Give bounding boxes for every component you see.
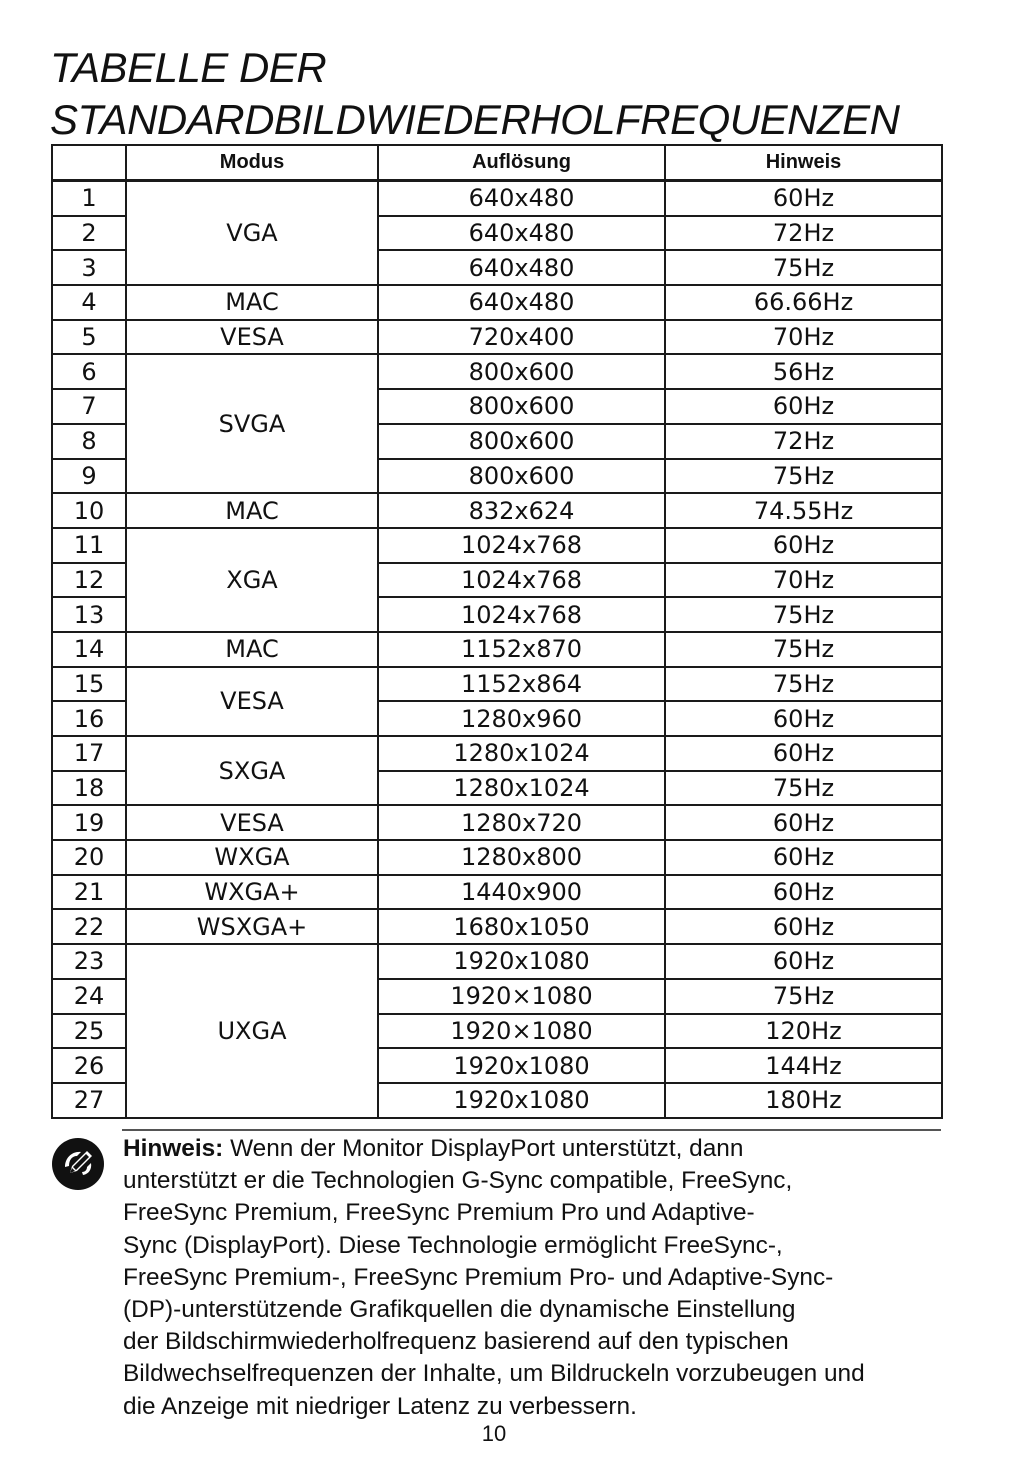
- cell-hint: 75Hz: [665, 632, 942, 667]
- cell-hint: 60Hz: [665, 944, 942, 979]
- cell-resolution: 800x600: [378, 389, 665, 424]
- table-row: [52, 181, 942, 216]
- cell-number: 25: [52, 1014, 126, 1049]
- note-line-9: die Anzeige mit niedriger Latenz zu verbessern.: [123, 1392, 637, 1420]
- note-line-1-text: Wenn der Monitor DisplayPort unterstützt, dann: [223, 1135, 744, 1162]
- cell-resolution: 1920×1080: [378, 1014, 665, 1049]
- cell-number: 10: [52, 493, 126, 528]
- cell-number: 9: [52, 459, 126, 494]
- note-pencil-icon: [51, 1137, 105, 1191]
- cell-hint: 60Hz: [665, 389, 942, 424]
- header-number: [52, 145, 126, 181]
- refresh-rate-table: [51, 144, 943, 1119]
- table-row: [52, 909, 942, 944]
- cell-hint: 72Hz: [665, 216, 942, 251]
- cell-resolution: 1920×1080: [378, 979, 665, 1014]
- cell-number: 3: [52, 250, 126, 285]
- table-row: [52, 944, 942, 979]
- cell-number: 15: [52, 667, 126, 702]
- cell-hint: 180Hz: [665, 1083, 942, 1118]
- table-row: [52, 667, 942, 702]
- cell-resolution: 800x600: [378, 459, 665, 494]
- table-row: [52, 632, 942, 667]
- cell-hint: 75Hz: [665, 667, 942, 702]
- cell-mode: XGA: [126, 528, 378, 632]
- cell-number: 8: [52, 424, 126, 459]
- cell-mode: MAC: [126, 285, 378, 320]
- table-row: [52, 285, 942, 320]
- cell-resolution: 1280x1024: [378, 771, 665, 806]
- cell-resolution: 640x480: [378, 285, 665, 320]
- cell-number: 19: [52, 805, 126, 840]
- cell-number: 4: [52, 285, 126, 320]
- header-hint: Hinweis: [665, 145, 942, 181]
- cell-hint: 75Hz: [665, 250, 942, 285]
- cell-resolution: 1280x960: [378, 701, 665, 736]
- note-line-7: der Bildschirmwiederholfrequenz basierend auf den typischen: [123, 1328, 789, 1356]
- cell-resolution: 1152x864: [378, 667, 665, 702]
- cell-resolution: 1152x870: [378, 632, 665, 667]
- cell-hint: 60Hz: [665, 528, 942, 563]
- cell-hint: 60Hz: [665, 875, 942, 910]
- table-row: [52, 736, 942, 771]
- cell-number: 21: [52, 875, 126, 910]
- cell-number: 18: [52, 771, 126, 806]
- cell-mode: WXGA: [126, 840, 378, 875]
- cell-number: 26: [52, 1048, 126, 1083]
- cell-mode: VESA: [126, 805, 378, 840]
- note-lead: Hinweis:: [123, 1135, 224, 1162]
- table-row: [52, 320, 942, 355]
- page-number: 10: [481, 1421, 507, 1446]
- cell-number: 13: [52, 597, 126, 632]
- cell-hint: 75Hz: [665, 979, 942, 1014]
- cell-resolution: 1280x1024: [378, 736, 665, 771]
- cell-hint: 60Hz: [665, 805, 942, 840]
- cell-mode: MAC: [126, 632, 378, 667]
- cell-hint: 144Hz: [665, 1048, 942, 1083]
- table-row: [52, 354, 942, 389]
- cell-number: 11: [52, 528, 126, 563]
- cell-number: 16: [52, 701, 126, 736]
- cell-number: 5: [52, 320, 126, 355]
- cell-hint: 60Hz: [665, 701, 942, 736]
- page-title: [50, 42, 1010, 146]
- table-row: [52, 840, 942, 875]
- note-line-8: Bildwechselfrequenzen der Inhalte, um Bildruckeln vorzubeugen und: [123, 1360, 865, 1388]
- cell-resolution: 640x480: [378, 216, 665, 251]
- cell-hint: 74.55Hz: [665, 493, 942, 528]
- table-row: [52, 528, 942, 563]
- page-title-line-2: STANDARDBILDWIEDERHOLFREQUENZEN: [50, 96, 900, 143]
- cell-hint: 60Hz: [665, 840, 942, 875]
- cell-resolution: 1920x1080: [378, 1048, 665, 1083]
- cell-hint: 72Hz: [665, 424, 942, 459]
- table-header-row: [52, 145, 942, 181]
- cell-hint: 75Hz: [665, 771, 942, 806]
- cell-mode: SVGA: [126, 354, 378, 493]
- cell-number: 23: [52, 944, 126, 979]
- cell-resolution: 800x600: [378, 424, 665, 459]
- cell-resolution: 1440x900: [378, 875, 665, 910]
- cell-hint: 75Hz: [665, 459, 942, 494]
- table-row: [52, 805, 942, 840]
- note-line-2: unterstützt er die Technologien G-Sync compatible, FreeSync,: [123, 1167, 793, 1195]
- note-line-3: FreeSync Premium, FreeSync Premium Pro und Adaptive-: [123, 1199, 755, 1227]
- note-divider: [122, 1129, 941, 1131]
- cell-number: 22: [52, 909, 126, 944]
- cell-hint: 60Hz: [665, 909, 942, 944]
- cell-resolution: 640x480: [378, 181, 665, 216]
- cell-mode: WXGA+: [126, 875, 378, 910]
- table-body: [52, 181, 942, 1118]
- cell-hint: 120Hz: [665, 1014, 942, 1049]
- cell-mode: MAC: [126, 493, 378, 528]
- cell-number: 14: [52, 632, 126, 667]
- cell-number: 24: [52, 979, 126, 1014]
- cell-resolution: 1920x1080: [378, 944, 665, 979]
- cell-hint: 60Hz: [665, 181, 942, 216]
- cell-mode: WSXGA+: [126, 909, 378, 944]
- note-line-6: (DP)-unterstützende Grafikquellen die dynamische Einstellung: [123, 1296, 796, 1324]
- cell-resolution: 1280x720: [378, 805, 665, 840]
- table-row: [52, 493, 942, 528]
- cell-number: 2: [52, 216, 126, 251]
- note-line-1: [123, 1133, 943, 1165]
- cell-mode: VESA: [126, 667, 378, 736]
- cell-resolution: 1024x768: [378, 597, 665, 632]
- header-mode: Modus: [126, 145, 378, 181]
- cell-hint: 70Hz: [665, 320, 942, 355]
- cell-resolution: 832x624: [378, 493, 665, 528]
- cell-number: 7: [52, 389, 126, 424]
- cell-mode: UXGA: [126, 944, 378, 1117]
- cell-resolution: 1024x768: [378, 528, 665, 563]
- page-title-line-1: TABELLE DER: [50, 44, 327, 91]
- table-row: [52, 875, 942, 910]
- header-resolution: Auflösung: [378, 145, 665, 181]
- cell-mode: SXGA: [126, 736, 378, 805]
- note-paragraph: [123, 1133, 943, 1423]
- cell-hint: 75Hz: [665, 597, 942, 632]
- cell-number: 1: [52, 181, 126, 216]
- cell-number: 27: [52, 1083, 126, 1118]
- cell-resolution: 1024x768: [378, 563, 665, 598]
- cell-mode: VESA: [126, 320, 378, 355]
- cell-number: 20: [52, 840, 126, 875]
- cell-hint: 60Hz: [665, 736, 942, 771]
- cell-resolution: 640x480: [378, 250, 665, 285]
- cell-resolution: 1680x1050: [378, 909, 665, 944]
- note-line-5: FreeSync Premium-, FreeSync Premium Pro- und Adaptive-Sync-: [123, 1263, 834, 1291]
- cell-number: 6: [52, 354, 126, 389]
- cell-number: 17: [52, 736, 126, 771]
- note-line-4: Sync (DisplayPort). Diese Technologie ermöglicht FreeSync-,: [123, 1231, 783, 1259]
- cell-resolution: 720x400: [378, 320, 665, 355]
- cell-resolution: 1920x1080: [378, 1083, 665, 1118]
- cell-hint: 70Hz: [665, 563, 942, 598]
- cell-resolution: 800x600: [378, 354, 665, 389]
- cell-mode: VGA: [126, 181, 378, 286]
- cell-hint: 56Hz: [665, 354, 942, 389]
- cell-resolution: 1280x800: [378, 840, 665, 875]
- cell-number: 12: [52, 563, 126, 598]
- cell-hint: 66.66Hz: [665, 285, 942, 320]
